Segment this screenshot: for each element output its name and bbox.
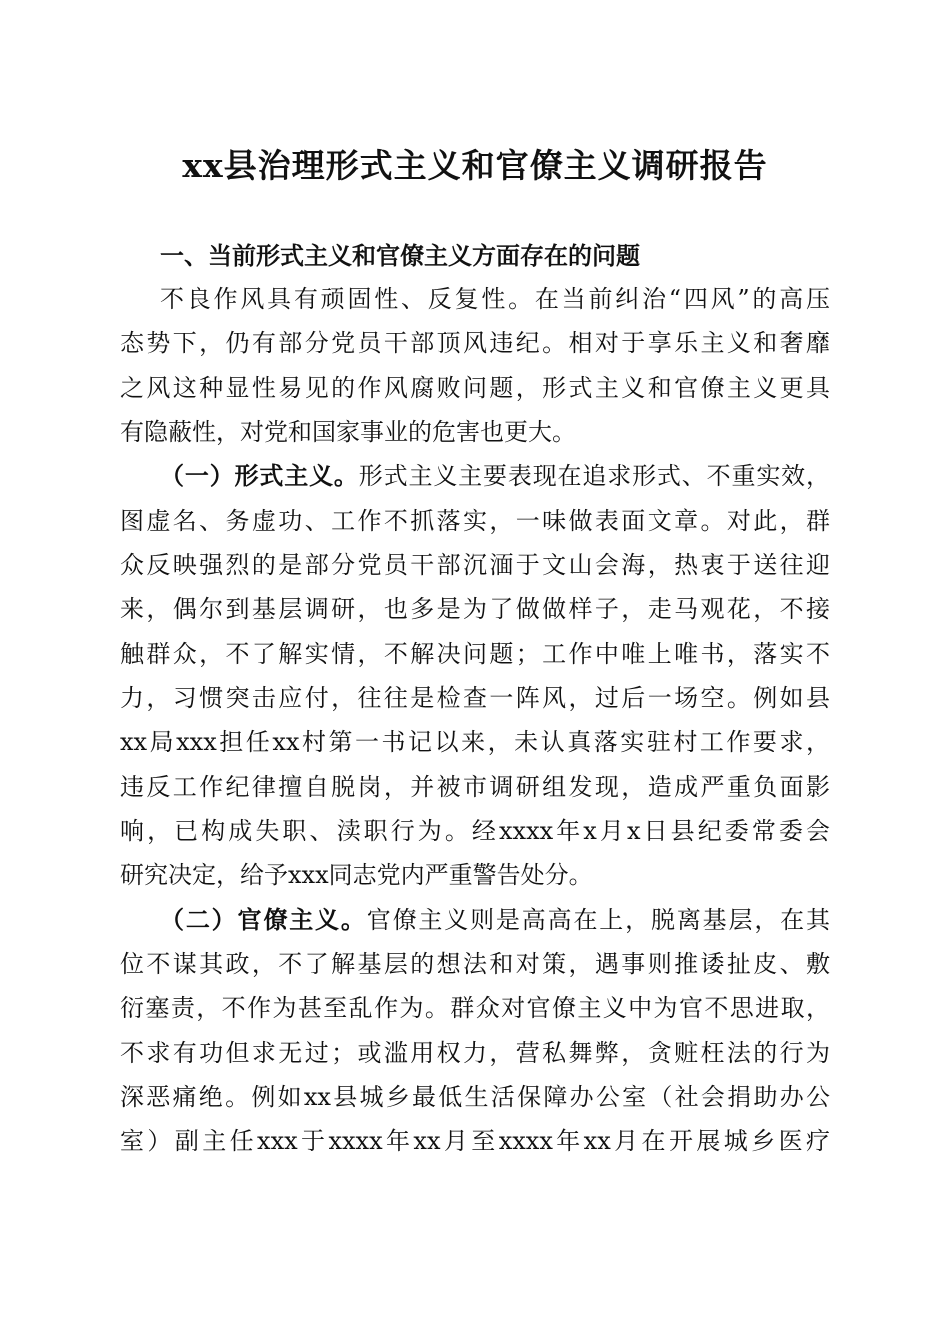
paragraph-2-line-8: 违反工作纪律擅自脱岗，并被市调研组发现，造成严重负面影 — [120, 773, 830, 801]
paragraph-3-text: 官僚主义则是高高在上，脱离基层，在其 — [366, 906, 831, 934]
paragraph-1-line-4: 有隐蔽性，对党和国家事业的危害也更大。 — [120, 418, 576, 446]
document-title: xx县治理形式主义和官僚主义调研报告 — [182, 146, 768, 185]
paragraph-1-line-1: 不良作风具有顽固性、反复性。在当前纠治“四风”的高压 — [160, 285, 830, 313]
paragraph-3-line-2: 位不谋其政，不了解基层的想法和对策，遇事则推诿扯皮、敷 — [120, 950, 830, 978]
paragraph-2-line-2: 图虚名、务虚功、工作不抓落实，一味做表面文章。对此，群 — [120, 507, 830, 535]
paragraph-3-line-6: 室）副主任xxx于xxxx年xx月至xxxx年xx月在开展城乡医疗 — [120, 1127, 830, 1155]
section-heading: 一、当前形式主义和官僚主义方面存在的问题 — [160, 242, 640, 270]
paragraph-3-lead: （二）官僚主义。 — [160, 905, 367, 934]
paragraph-2-line-5: 触群众，不了解实情，不解决问题；工作中唯上唯书，落实不 — [120, 640, 830, 668]
paragraph-2-lead: （一）形式主义。 — [160, 461, 359, 490]
paragraph-2-line-1 — [160, 461, 830, 491]
paragraph-2-line-3: 众反映强烈的是部分党员干部沉湎于文山会海，热衷于送往迎 — [120, 551, 830, 579]
paragraph-1-line-3: 之风这种显性易见的作风腐败问题，形式主义和官僚主义更具 — [120, 374, 830, 402]
paragraph-2-line-7: xx局xxx担任xx村第一书记以来，未认真落实驻村工作要求， — [120, 728, 830, 756]
paragraph-2-line-4: 来，偶尔到基层调研，也多是为了做做样子，走马观花，不接 — [120, 595, 830, 623]
paragraph-3-line-3: 衍塞责，不作为甚至乱作为。群众对官僚主义中为官不思进取， — [120, 994, 830, 1022]
paragraph-3-line-5: 深恶痛绝。例如xx县城乡最低生活保障办公室（社会捐助办公 — [120, 1083, 830, 1111]
paragraph-2-line-9: 响，已构成失职、渎职行为。经xxxx年x月x日县纪委常委会 — [120, 817, 830, 845]
paragraph-2-text: 形式主义主要表现在追求形式、不重实效， — [358, 462, 831, 490]
paragraph-3-line-1 — [160, 905, 830, 935]
paragraph-3-line-4: 不求有功但求无过；或滥用权力，营私舞弊，贪赃枉法的行为 — [120, 1039, 830, 1067]
paragraph-1-line-2: 态势下，仍有部分党员干部顶风违纪。相对于享乐主义和奢靡 — [120, 329, 830, 357]
paragraph-2-line-10: 研究决定，给予xxx同志党内严重警告处分。 — [120, 861, 593, 889]
paragraph-2-line-6: 力，习惯突击应付，往往是检查一阵风，过后一场空。例如县 — [120, 684, 830, 712]
